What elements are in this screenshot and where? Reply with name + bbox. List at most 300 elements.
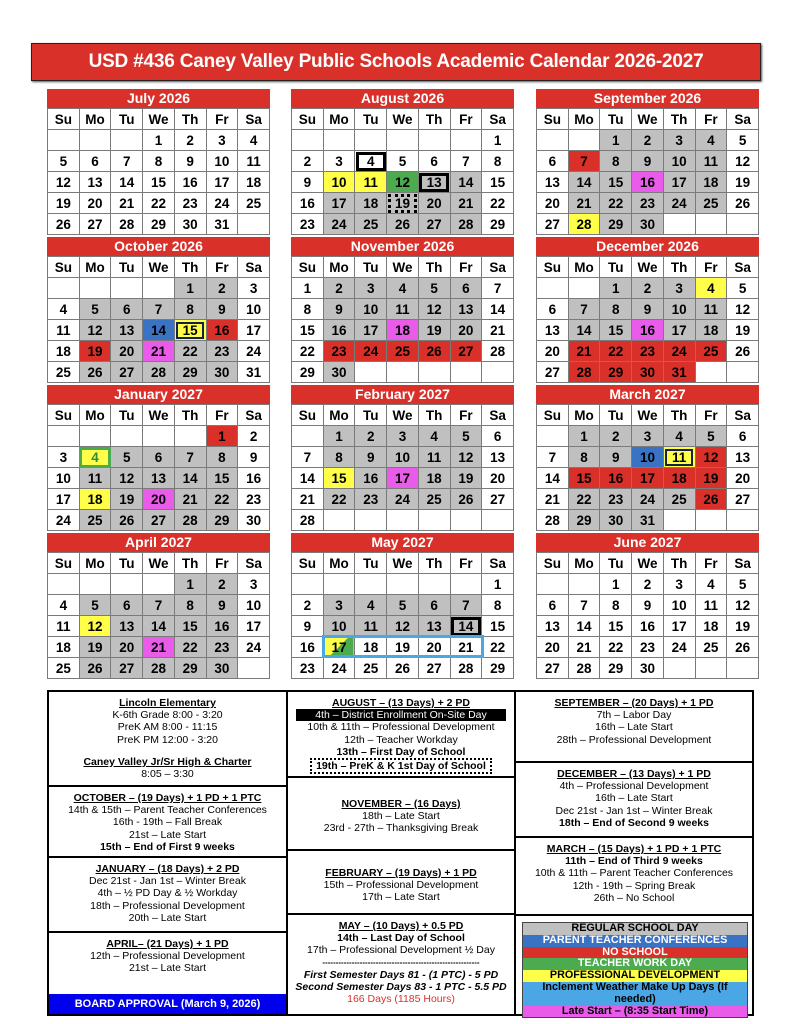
february-notes bbox=[288, 851, 514, 915]
day-cell: 12 bbox=[48, 172, 80, 193]
empty-cell bbox=[111, 574, 143, 595]
day-cell: 27 bbox=[537, 658, 569, 679]
day-cell: 18 bbox=[695, 320, 727, 341]
day-cell: 27 bbox=[111, 362, 143, 383]
day-cell: 13 bbox=[418, 172, 450, 193]
day-cell: 3 bbox=[238, 574, 270, 595]
day-cell: 2 bbox=[600, 426, 632, 447]
weekday-header: Fr bbox=[206, 405, 238, 426]
month-february-2027 bbox=[291, 385, 514, 531]
note-line-bold: 18th – End of Second 9 weeks bbox=[559, 816, 709, 829]
day-cell: 11 bbox=[663, 447, 695, 468]
day-cell: 22 bbox=[174, 637, 206, 658]
note-line: 4th – ½ PD Day & ½ Workday bbox=[97, 887, 238, 900]
day-cell: 5 bbox=[111, 447, 143, 468]
notes-column-1 bbox=[49, 692, 286, 1014]
day-cell: 18 bbox=[663, 468, 695, 489]
empty-cell bbox=[143, 278, 175, 299]
day-cell: 14 bbox=[568, 320, 600, 341]
day-cell: 17 bbox=[387, 468, 419, 489]
day-cell: 8 bbox=[568, 447, 600, 468]
day-cell: 16 bbox=[632, 172, 664, 193]
day-cell: 29 bbox=[600, 214, 632, 235]
day-cell: 4 bbox=[418, 426, 450, 447]
day-cell: 15 bbox=[174, 616, 206, 637]
day-cell: 3 bbox=[238, 278, 270, 299]
day-cell: 22 bbox=[600, 637, 632, 658]
day-cell: 18 bbox=[418, 468, 450, 489]
day-cell: 14 bbox=[143, 320, 175, 341]
day-cell: 11 bbox=[387, 299, 419, 320]
weekday-header: Th bbox=[418, 553, 450, 574]
day-cell: 10 bbox=[663, 151, 695, 172]
day-cell: 11 bbox=[355, 616, 387, 637]
day-cell: 15 bbox=[482, 616, 514, 637]
day-cell: 28 bbox=[111, 214, 143, 235]
day-cell: 5 bbox=[695, 426, 727, 447]
day-cell: 16 bbox=[632, 320, 664, 341]
empty-cell bbox=[568, 130, 600, 151]
day-cell: 14 bbox=[568, 616, 600, 637]
legend-item: PARENT TEACHER CONFERENCES bbox=[523, 935, 747, 947]
month-march-2027 bbox=[536, 385, 759, 531]
december-title: DECEMBER – (13 Days) + 1 PD bbox=[557, 768, 711, 780]
day-cell: 23 bbox=[174, 193, 206, 214]
day-cell: 22 bbox=[206, 489, 238, 510]
weekday-header: Sa bbox=[238, 553, 270, 574]
day-cell: 13 bbox=[143, 468, 175, 489]
empty-cell bbox=[79, 574, 111, 595]
weekday-header: We bbox=[632, 109, 664, 130]
day-cell: 20 bbox=[450, 320, 482, 341]
day-cell: 28 bbox=[537, 510, 569, 531]
day-cell: 14 bbox=[450, 172, 482, 193]
second-semester-summary: Second Semester Days 83 - 1 PTC - 5.5 PD bbox=[295, 981, 507, 994]
weekday-header: Fr bbox=[206, 109, 238, 130]
day-cell: 24 bbox=[323, 214, 355, 235]
day-cell: 25 bbox=[663, 489, 695, 510]
note-line: Dec 21st - Jan 1st – Winter Break bbox=[89, 875, 246, 888]
day-cell: 8 bbox=[600, 151, 632, 172]
weekday-header: Fr bbox=[695, 405, 727, 426]
weekday-header: Th bbox=[663, 553, 695, 574]
day-cell: 8 bbox=[600, 595, 632, 616]
day-cell: 29 bbox=[600, 362, 632, 383]
day-cell: 5 bbox=[727, 130, 759, 151]
day-cell: 4 bbox=[48, 299, 80, 320]
day-cell: 27 bbox=[418, 658, 450, 679]
day-cell: 31 bbox=[632, 510, 664, 531]
empty-cell bbox=[418, 362, 450, 383]
day-cell: 18 bbox=[355, 193, 387, 214]
day-cell: 6 bbox=[537, 595, 569, 616]
day-cell: 24 bbox=[323, 658, 355, 679]
empty-cell bbox=[727, 362, 759, 383]
day-cell: 23 bbox=[600, 489, 632, 510]
day-cell: 6 bbox=[143, 447, 175, 468]
day-cell: 18 bbox=[79, 489, 111, 510]
note-line: 10th & 11th – Professional Development bbox=[307, 721, 495, 734]
note-line: 18th – Professional Development bbox=[90, 899, 245, 912]
day-cell: 29 bbox=[174, 362, 206, 383]
weekday-header: Th bbox=[174, 257, 206, 278]
day-cell: 7 bbox=[143, 595, 175, 616]
note-line: 17th – Late Start bbox=[362, 891, 440, 904]
day-cell: 2 bbox=[355, 426, 387, 447]
day-cell: 20 bbox=[418, 637, 450, 658]
empty-cell bbox=[323, 130, 355, 151]
day-cell: 15 bbox=[600, 172, 632, 193]
note-line: 21st – Late Start bbox=[128, 962, 207, 975]
weekday-header: We bbox=[387, 553, 419, 574]
day-cell: 11 bbox=[418, 447, 450, 468]
day-cell: 1 bbox=[206, 426, 238, 447]
weekday-header: Mo bbox=[323, 405, 355, 426]
day-cell: 13 bbox=[537, 320, 569, 341]
high-school-hours: 8:05 – 3:30 bbox=[141, 768, 194, 781]
empty-cell bbox=[450, 574, 482, 595]
day-cell: 10 bbox=[238, 595, 270, 616]
weekday-header: Tu bbox=[111, 405, 143, 426]
day-cell: 16 bbox=[292, 637, 324, 658]
day-cell: 24 bbox=[355, 341, 387, 362]
day-cell: 25 bbox=[418, 489, 450, 510]
day-cell: 19 bbox=[695, 468, 727, 489]
day-cell: 30 bbox=[632, 214, 664, 235]
weekday-header: Fr bbox=[695, 109, 727, 130]
month-title: July 2026 bbox=[47, 89, 270, 108]
day-cell: 2 bbox=[632, 278, 664, 299]
day-cell: 4 bbox=[355, 151, 387, 172]
day-cell: 1 bbox=[143, 130, 175, 151]
day-cell: 17 bbox=[238, 320, 270, 341]
day-cell: 25 bbox=[79, 510, 111, 531]
day-cell: 5 bbox=[387, 151, 419, 172]
weekday-header: Su bbox=[292, 405, 324, 426]
divider: ----------------------------------------------------------- bbox=[322, 957, 480, 967]
empty-cell bbox=[174, 426, 206, 447]
weekday-header: Sa bbox=[238, 109, 270, 130]
day-cell: 17 bbox=[323, 193, 355, 214]
empty-cell bbox=[387, 574, 419, 595]
day-cell: 7 bbox=[143, 299, 175, 320]
weekday-header: Su bbox=[537, 109, 569, 130]
day-cell: 17 bbox=[663, 320, 695, 341]
day-cell: 10 bbox=[663, 595, 695, 616]
empty-cell bbox=[79, 278, 111, 299]
day-cell: 1 bbox=[174, 278, 206, 299]
day-cell: 12 bbox=[79, 616, 111, 637]
empty-cell bbox=[418, 130, 450, 151]
day-cell: 3 bbox=[323, 595, 355, 616]
weekday-header: Sa bbox=[482, 109, 514, 130]
empty-cell bbox=[727, 658, 759, 679]
note-line: 15th – Professional Development bbox=[323, 879, 479, 892]
divider bbox=[516, 914, 752, 916]
day-cell: 31 bbox=[238, 362, 270, 383]
day-cell: 9 bbox=[600, 447, 632, 468]
legend-item: PROFESSIONAL DEVELOPMENT bbox=[523, 970, 747, 982]
day-cell: 23 bbox=[206, 341, 238, 362]
day-cell: 16 bbox=[323, 320, 355, 341]
day-cell: 2 bbox=[632, 130, 664, 151]
note-line: 10th & 11th – Parent Teacher Conferences bbox=[534, 867, 734, 880]
day-cell: 9 bbox=[292, 616, 324, 637]
day-cell: 7 bbox=[450, 151, 482, 172]
empty-cell bbox=[323, 510, 355, 531]
day-cell: 25 bbox=[355, 214, 387, 235]
day-cell: 18 bbox=[695, 172, 727, 193]
page-title: USD #436 Caney Valley Public Schools Academic Calendar 2026-2027 bbox=[31, 43, 761, 81]
day-cell: 9 bbox=[632, 151, 664, 172]
empty-cell bbox=[663, 214, 695, 235]
weekday-header: Fr bbox=[450, 405, 482, 426]
day-cell: 26 bbox=[387, 214, 419, 235]
empty-cell bbox=[111, 426, 143, 447]
day-cell: 22 bbox=[292, 341, 324, 362]
weekday-header: Mo bbox=[79, 405, 111, 426]
day-cell: 6 bbox=[482, 426, 514, 447]
day-cell: 27 bbox=[450, 341, 482, 362]
weekday-header: Mo bbox=[323, 257, 355, 278]
day-cell: 20 bbox=[537, 637, 569, 658]
month-june-2027 bbox=[536, 533, 759, 679]
day-cell: 23 bbox=[632, 637, 664, 658]
day-cell: 2 bbox=[238, 426, 270, 447]
day-cell: 12 bbox=[418, 299, 450, 320]
day-cell: 7 bbox=[537, 447, 569, 468]
month-title: October 2026 bbox=[47, 237, 270, 256]
day-cell: 1 bbox=[174, 574, 206, 595]
month-october-2026 bbox=[47, 237, 270, 383]
day-cell: 26 bbox=[695, 489, 727, 510]
day-cell: 1 bbox=[292, 278, 324, 299]
note-line-bold: 13th – First Day of School bbox=[336, 745, 466, 758]
day-cell: 13 bbox=[537, 172, 569, 193]
empty-cell bbox=[48, 278, 80, 299]
day-cell: 20 bbox=[727, 468, 759, 489]
day-cell: 2 bbox=[292, 595, 324, 616]
weekday-header: We bbox=[143, 553, 175, 574]
day-cell: 10 bbox=[663, 299, 695, 320]
empty-cell bbox=[450, 510, 482, 531]
day-cell: 13 bbox=[482, 447, 514, 468]
weekday-header: We bbox=[387, 109, 419, 130]
weekday-header: We bbox=[632, 405, 664, 426]
day-cell: 26 bbox=[727, 637, 759, 658]
day-cell: 29 bbox=[174, 658, 206, 679]
day-cell: 6 bbox=[111, 595, 143, 616]
weekday-header: Tu bbox=[600, 405, 632, 426]
note-line: 20th – Late Start bbox=[128, 911, 207, 924]
first-semester-summary: First Semester Days 81 - (1 PTC) - 5 PD bbox=[303, 968, 499, 981]
empty-cell bbox=[450, 362, 482, 383]
note-line-bold: 15th – End of First 9 weeks bbox=[100, 840, 235, 853]
day-cell: 28 bbox=[143, 658, 175, 679]
empty-cell bbox=[537, 574, 569, 595]
weekday-header: Su bbox=[48, 257, 80, 278]
empty-cell bbox=[568, 574, 600, 595]
day-cell: 28 bbox=[450, 214, 482, 235]
note-line-bold: 11th – End of Third 9 weeks bbox=[565, 855, 703, 868]
day-cell: 26 bbox=[79, 362, 111, 383]
day-cell: 16 bbox=[355, 468, 387, 489]
weekday-header: Su bbox=[48, 109, 80, 130]
empty-cell bbox=[568, 278, 600, 299]
may-notes bbox=[288, 915, 514, 1014]
day-cell: 9 bbox=[238, 447, 270, 468]
day-cell: 28 bbox=[292, 510, 324, 531]
august-notes bbox=[288, 692, 514, 778]
day-cell: 2 bbox=[632, 574, 664, 595]
day-cell: 23 bbox=[206, 637, 238, 658]
weekday-header: Fr bbox=[450, 109, 482, 130]
empty-cell bbox=[292, 574, 324, 595]
month-title: May 2027 bbox=[291, 533, 514, 552]
notes-column-3 bbox=[516, 692, 752, 1017]
day-cell: 27 bbox=[482, 489, 514, 510]
note-line: 23rd - 27th – Thanksgiving Break bbox=[323, 822, 479, 835]
day-cell: 11 bbox=[695, 151, 727, 172]
day-cell: 3 bbox=[355, 278, 387, 299]
day-cell: 23 bbox=[292, 658, 324, 679]
day-cell: 20 bbox=[418, 193, 450, 214]
day-cell: 4 bbox=[695, 574, 727, 595]
day-cell: 16 bbox=[600, 468, 632, 489]
empty-cell bbox=[450, 130, 482, 151]
notes-panel bbox=[47, 690, 754, 1016]
august-title: AUGUST – (13 Days) + 2 PD bbox=[331, 697, 470, 709]
day-cell: 8 bbox=[174, 299, 206, 320]
day-cell: 12 bbox=[450, 447, 482, 468]
note-line: 7th – Labor Day bbox=[596, 709, 672, 722]
empty-cell bbox=[695, 658, 727, 679]
day-cell: 21 bbox=[174, 489, 206, 510]
may-title: MAY – (10 Days) + 0.5 PD bbox=[338, 920, 464, 932]
february-title: FEBRUARY – (19 Days) + 1 PD bbox=[325, 867, 477, 879]
day-cell: 28 bbox=[568, 214, 600, 235]
day-cell: 26 bbox=[387, 658, 419, 679]
day-cell: 20 bbox=[537, 341, 569, 362]
day-cell: 4 bbox=[387, 278, 419, 299]
day-cell: 14 bbox=[143, 616, 175, 637]
weekday-header: Su bbox=[537, 553, 569, 574]
day-cell: 25 bbox=[387, 341, 419, 362]
weekday-header: Su bbox=[537, 257, 569, 278]
month-november-2026 bbox=[291, 237, 514, 383]
day-cell: 31 bbox=[663, 362, 695, 383]
day-cell: 10 bbox=[323, 616, 355, 637]
day-cell: 17 bbox=[632, 468, 664, 489]
april-title: APRIL– (21 Days) + 1 PD bbox=[106, 938, 229, 950]
day-cell: 8 bbox=[600, 299, 632, 320]
day-cell: 22 bbox=[600, 341, 632, 362]
note-line: 14th & 15th – Parent Teacher Conferences bbox=[68, 804, 267, 817]
day-cell: 12 bbox=[695, 447, 727, 468]
march-title: MARCH – (15 Days) + 1 PD + 1 PTC bbox=[546, 843, 722, 855]
day-cell: 8 bbox=[143, 151, 175, 172]
empty-cell bbox=[695, 510, 727, 531]
day-cell: 28 bbox=[143, 362, 175, 383]
day-cell: 19 bbox=[727, 320, 759, 341]
day-cell: 6 bbox=[79, 151, 111, 172]
day-cell: 5 bbox=[418, 278, 450, 299]
day-cell: 26 bbox=[48, 214, 80, 235]
day-cell: 15 bbox=[482, 172, 514, 193]
day-cell: 13 bbox=[111, 320, 143, 341]
day-cell: 21 bbox=[143, 341, 175, 362]
empty-cell bbox=[537, 426, 569, 447]
day-cell: 11 bbox=[355, 172, 387, 193]
day-cell: 3 bbox=[387, 426, 419, 447]
day-cell: 23 bbox=[632, 341, 664, 362]
day-cell: 27 bbox=[418, 214, 450, 235]
day-cell: 4 bbox=[695, 130, 727, 151]
month-title: November 2026 bbox=[291, 237, 514, 256]
legend-item: TEACHER WORK DAY bbox=[523, 958, 747, 970]
empty-cell bbox=[537, 278, 569, 299]
day-cell: 23 bbox=[355, 489, 387, 510]
weekday-header: Sa bbox=[727, 257, 759, 278]
day-cell: 22 bbox=[482, 637, 514, 658]
weekday-header: Tu bbox=[355, 109, 387, 130]
day-cell: 21 bbox=[482, 320, 514, 341]
weekday-header: We bbox=[143, 257, 175, 278]
empty-cell bbox=[537, 130, 569, 151]
weekday-header: Th bbox=[174, 553, 206, 574]
day-cell: 28 bbox=[568, 362, 600, 383]
day-cell: 11 bbox=[79, 468, 111, 489]
day-cell: 26 bbox=[727, 341, 759, 362]
weekday-header: Su bbox=[292, 109, 324, 130]
weekday-header: Mo bbox=[79, 109, 111, 130]
empty-cell bbox=[418, 510, 450, 531]
weekday-header: Mo bbox=[568, 109, 600, 130]
day-cell: 19 bbox=[79, 637, 111, 658]
empty-cell bbox=[79, 130, 111, 151]
weekday-header: Sa bbox=[238, 257, 270, 278]
november-title: NOVEMBER – (16 Days) bbox=[341, 798, 461, 810]
october-title: OCTOBER – (19 Days) + 1 PD + 1 PTC bbox=[73, 792, 262, 804]
weekday-header: Sa bbox=[727, 405, 759, 426]
day-cell: 22 bbox=[174, 341, 206, 362]
day-cell: 16 bbox=[632, 616, 664, 637]
day-cell: 12 bbox=[111, 468, 143, 489]
day-cell: 2 bbox=[174, 130, 206, 151]
day-cell: 6 bbox=[537, 151, 569, 172]
weekday-header: Th bbox=[663, 257, 695, 278]
day-cell: 24 bbox=[206, 193, 238, 214]
empty-cell bbox=[387, 130, 419, 151]
day-cell: 25 bbox=[48, 362, 80, 383]
weekday-header: Mo bbox=[79, 553, 111, 574]
empty-cell bbox=[323, 574, 355, 595]
note-line: 12th – Teacher Workday bbox=[344, 733, 458, 746]
march-notes bbox=[516, 838, 752, 918]
day-cell: 1 bbox=[482, 130, 514, 151]
day-cell: 26 bbox=[450, 489, 482, 510]
day-cell: 17 bbox=[663, 172, 695, 193]
day-cell: 21 bbox=[568, 637, 600, 658]
weekday-header: Tu bbox=[355, 405, 387, 426]
day-cell: 25 bbox=[695, 637, 727, 658]
note-line: Dec 21st - Jan 1st – Winter Break bbox=[555, 804, 713, 817]
day-cell: 22 bbox=[568, 489, 600, 510]
month-april-2027 bbox=[47, 533, 270, 679]
day-cell: 25 bbox=[48, 658, 80, 679]
weekday-header: Su bbox=[537, 405, 569, 426]
day-cell: 2 bbox=[323, 278, 355, 299]
